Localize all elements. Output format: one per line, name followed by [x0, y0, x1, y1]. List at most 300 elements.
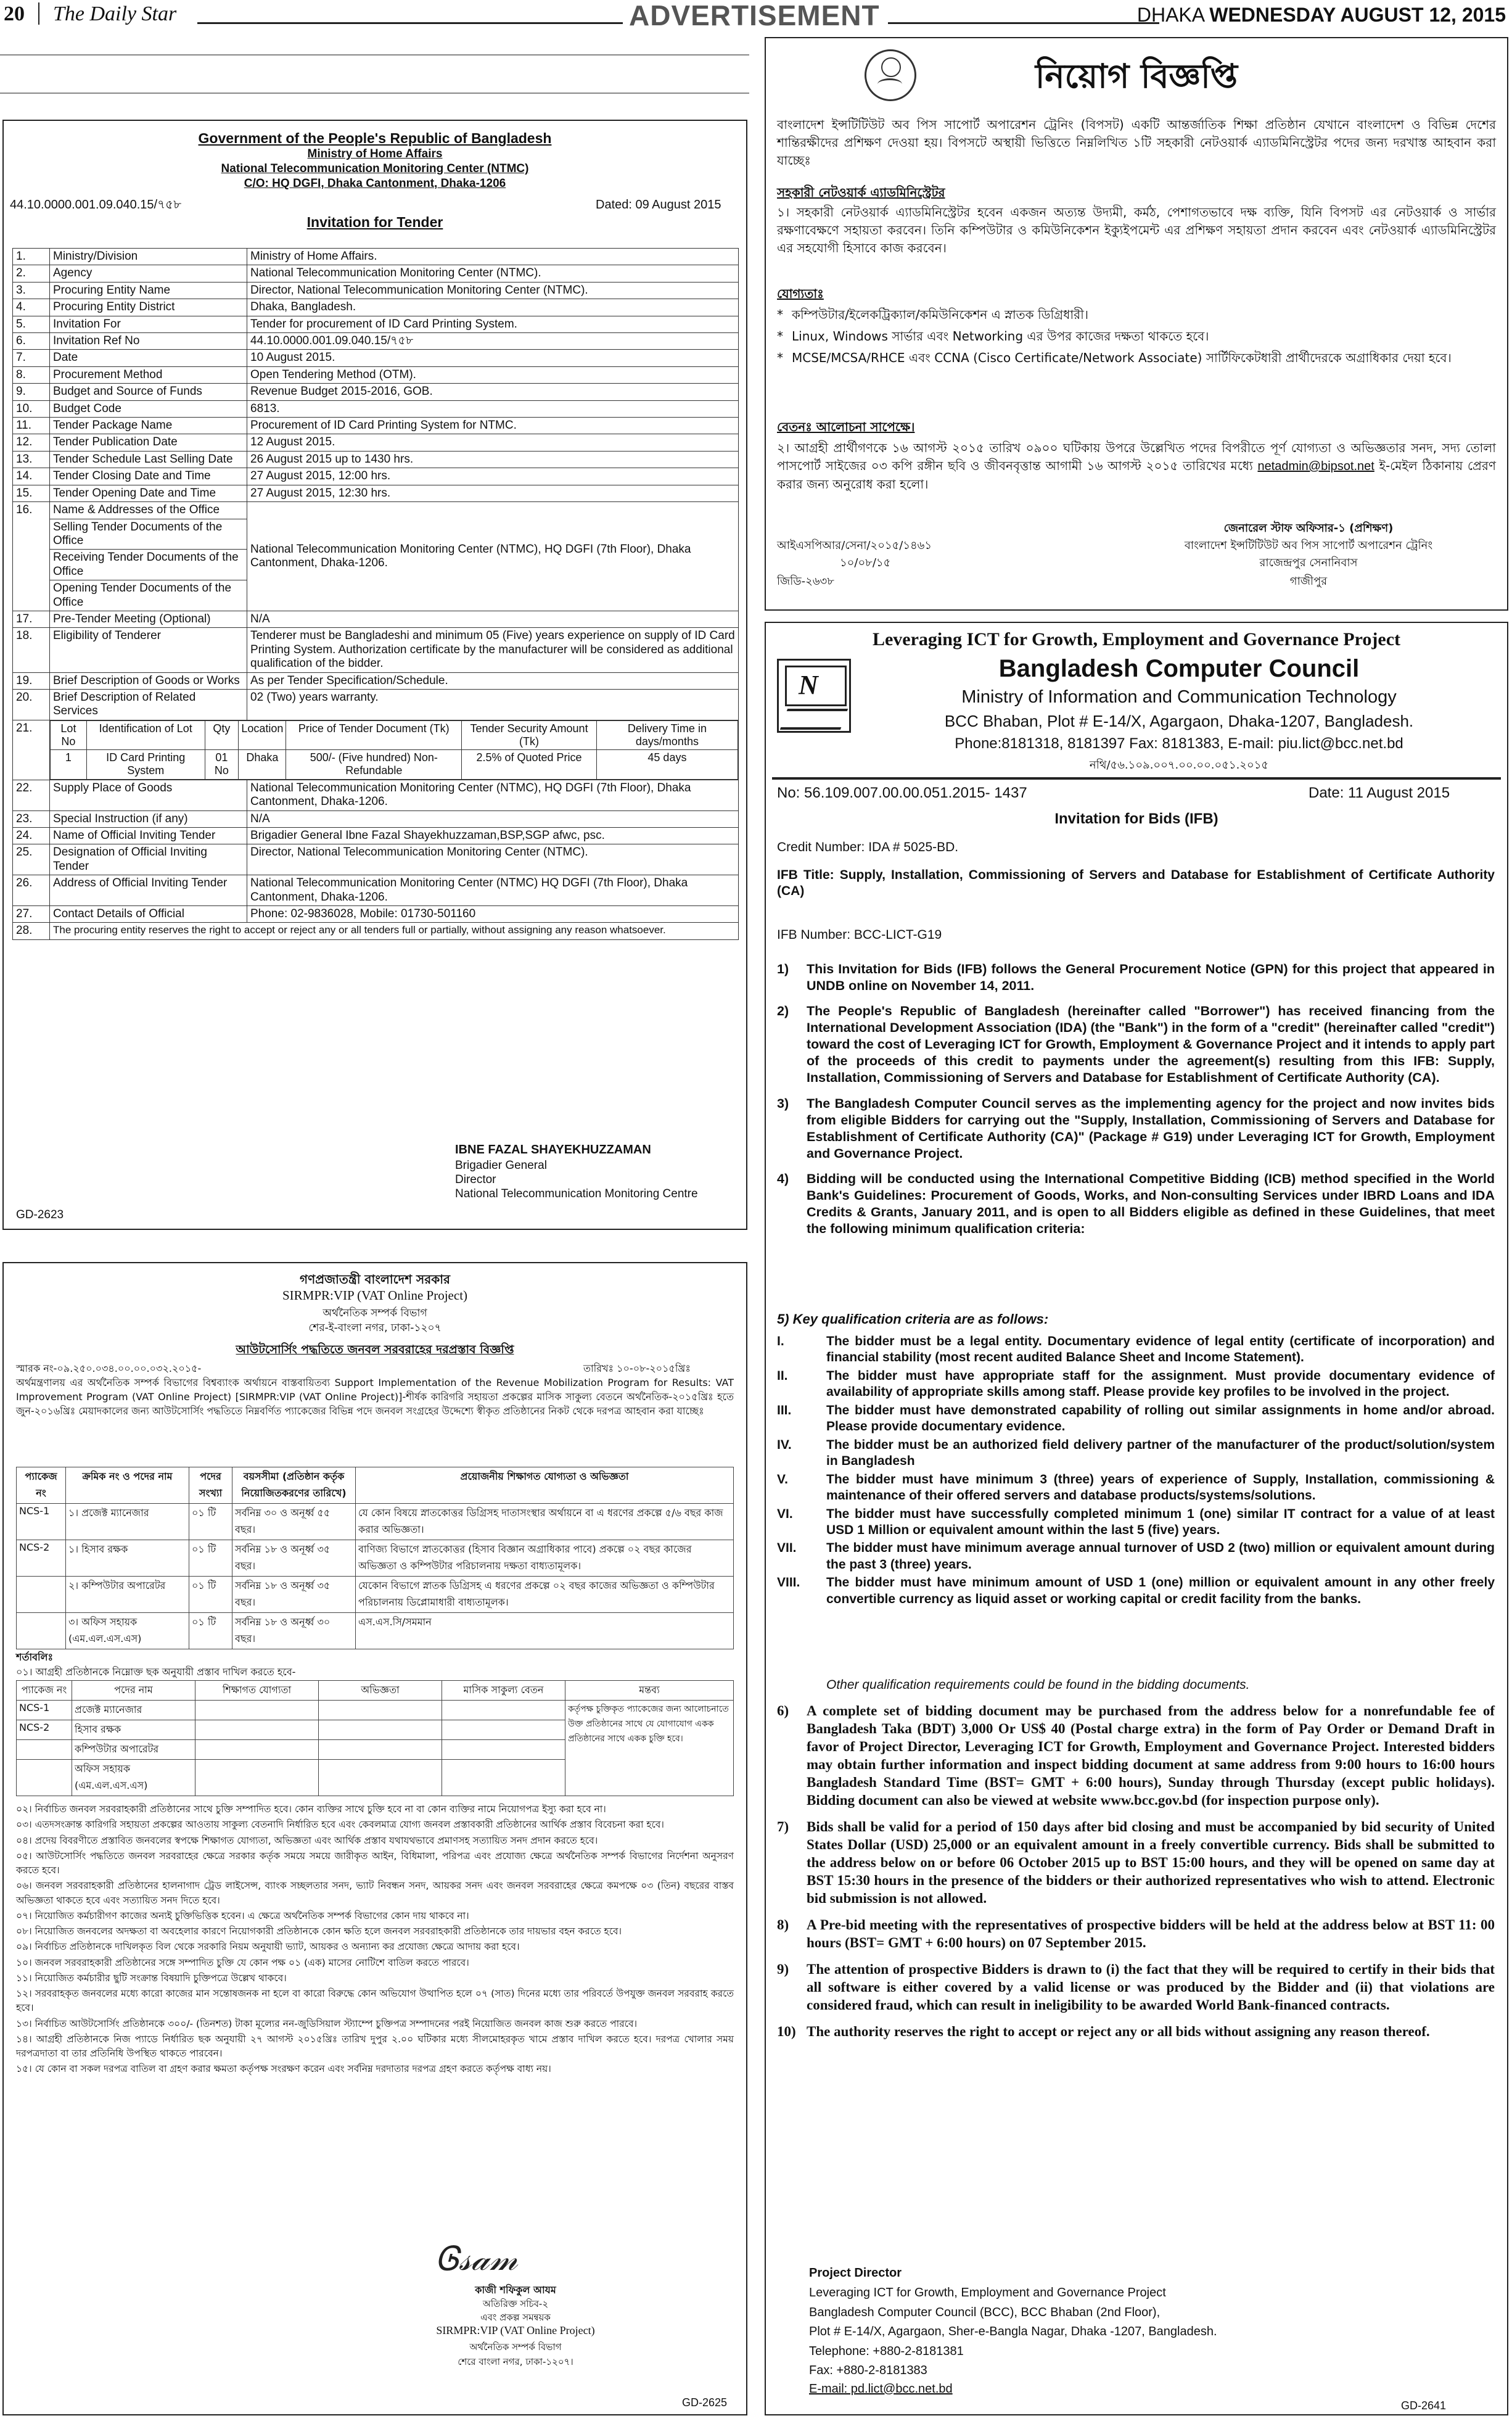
- ntmc-table-row: [13, 350, 739, 366]
- bcc-qual-number: V.: [777, 1472, 788, 1487]
- bipsot-ref-no: আইএসপিআর/সেনা/২০১৫/১৪৬১: [777, 539, 932, 552]
- row-number: 24.: [13, 827, 50, 844]
- proposal-header-cell: মন্তব্য: [565, 1681, 734, 1701]
- row-key: Name of Official Inviting Tender: [50, 827, 247, 844]
- lot-cell: [50, 720, 739, 780]
- row-number: 15.: [13, 485, 50, 501]
- sirmpr-cell-age: সর্বনিম্ন ১৮ ও অনূর্ধ্ব ৩৫ বছর।: [232, 1540, 356, 1577]
- sirmpr-cell-age: সর্বনিম্ন ১৮ ও অনূর্ধ্ব ৩৫ বছর।: [232, 1577, 356, 1613]
- proposal-cell-empty: [195, 1720, 319, 1740]
- proposal-header-cell: মাসিক সাকুল্য বেতন: [442, 1681, 565, 1701]
- bcc-pd-address: [809, 2283, 1217, 2381]
- bcc-logo-icon: N: [777, 659, 851, 733]
- row-value: 6813.: [247, 400, 739, 417]
- row-value: National Telecommunication Monitoring Center (NTMC), HQ DGFI (7th Floor), Dhaka Cantonment, Dhaka-1206.: [247, 780, 739, 810]
- ntmc-row-21: [13, 720, 739, 780]
- bcc-qual-number: II.: [777, 1368, 788, 1383]
- row-key: Address of Official Inviting Tender: [50, 875, 247, 906]
- bcc-qualification-item: [777, 1334, 1495, 1366]
- bcc-item-number: 7): [777, 1818, 789, 1834]
- ntmc-ministry: Ministry of Home Affairs: [307, 147, 443, 160]
- bcc-date: Date: 11 August 2015: [1309, 785, 1450, 801]
- ntmc-dated: Dated: 09 August 2015: [596, 198, 721, 212]
- bcc-org-name: Bangladesh Computer Council: [998, 655, 1360, 682]
- proposal-cell-empty: [195, 1760, 319, 1796]
- bcc-ifb-subject: IFB Title: Supply, Installation, Commissioning of Servers and Database for Establishment of Certificate Authority (CA): [777, 868, 1495, 899]
- bcc-ifb-item: [777, 961, 1495, 994]
- bcc-qual-text: The bidder must have demonstrated capability of rolling out similar assignments in home and/or abroad. Please provide documentary evidence.: [826, 1403, 1495, 1434]
- row-value: Phone: 02-9836028, Mobile: 01730-501160: [247, 905, 739, 922]
- bcc-other-qual: Other qualification requirements could be found in the bidding documents.: [826, 1678, 1250, 1692]
- sirmpr-cell-req: যে কোন বিষয়ে স্নাতকোত্তর ডিগ্রিসহ দাতাসংস্থার অর্থায়নে বা এ ধরণের প্রকল্পে ৫/৬ বছর কাজ করার অভিজ্ঞতা।: [356, 1504, 734, 1540]
- ntmc-org: National Telecommunication Monitoring Center (NTMC): [221, 162, 529, 175]
- sirmpr-cell-qty: ০১ টি: [189, 1540, 232, 1577]
- bcc-qual-text: The bidder must have successfully completed minimum 1 (one) similar IT contract for a value of at least USD 1 Million or equivalent amount within the last 5 (five) years.: [826, 1506, 1495, 1537]
- proposal-cell-empty: [442, 1720, 565, 1740]
- bipsot-gd-code: জিডি-২৬৩৮: [777, 575, 834, 588]
- issue-date: [1137, 4, 1506, 27]
- row-value: Director, National Telecommunication Monitoring Center (NTMC).: [247, 844, 739, 875]
- row-number: 19.: [13, 672, 50, 689]
- bipsot-para-1: ১। সহকারী নেটওয়ার্ক এ্যাডমিনিস্ট্রেটর হবেন একজন অত্যন্ত উদ্যমী, কর্মঠ, পেশাগতভাবে দক্ষ ব্যক্তি, যিনি বিপসট এর নেটওয়ার্ক ও সার্ভার রক্ষণাবেক্ষণে সহায়তা করবেন। তিনি কম্পিউটার ও কমিউনিকেশন ইক্যুইপমেন্ট এর প্রশিক্ষণ সহায়তা প্রদান করবেন এবং নেটওয়ার্ক এ্যাডমিনিস্ট্রেটর এর সহযোগী হিসাবে কাজ করবেন।: [777, 205, 1496, 255]
- proposal-table-header: [17, 1681, 734, 1701]
- bcc-item-text: The Bangladesh Computer Council serves as the implementing agency for the project and now invites bids from eligible Bidders for carrying out the "Supply, Installation, Commissioning of Servers and Database for Establishment of Certificate Authority (CA)" (Package # G19) under Leveraging ICT for Growth, Employment and Governance Project.: [807, 1095, 1495, 1161]
- row-number: 12.: [13, 434, 50, 451]
- row-key: Brief Description of Goods or Works: [50, 672, 247, 689]
- bcc-qual-text: The bidder must be an authorized field delivery partner of the manufacturer of the product/solution/system in Bangladesh: [826, 1437, 1495, 1469]
- bcc-ifb-item: [777, 1003, 1495, 1086]
- bipsot-post-name: সহকারী নেটওয়ার্ক এ্যাডমিনিস্ট্রেটর: [777, 185, 945, 200]
- bipsot-qual-item: * MCSE/MCSA/RHCE এবং CCNA (Cisco Certificate/Network Associate) সার্টিফিকেটধারী প্রার্থীদেরকে অগ্রাধিকার দেয়া হবে।: [777, 350, 1452, 365]
- ntmc-signatory-rank: Brigadier General: [455, 1159, 547, 1172]
- bipsot-sig-line1: জেনারেল স্টাফ অফিসার-১ (প্রশিক্ষণ): [1223, 522, 1394, 535]
- bcc-qualification-item: [777, 1403, 1495, 1435]
- row-key: Agency: [50, 265, 247, 282]
- row-key: Procuring Entity District: [50, 299, 247, 316]
- ntmc-table-row: [13, 366, 739, 383]
- sirmpr-cell-qty: ০১ টি: [189, 1577, 232, 1613]
- bcc-pd-line: Telephone: +880-2-8181381: [809, 2344, 964, 2358]
- sirmpr-title: আউটসোর্সিং পদ্ধতিতে জনবল সরবরাহের দরপ্রস্তাব বিজ্ঞপ্তি: [236, 1343, 514, 1356]
- proposal-cell-pkg: [17, 1740, 72, 1760]
- ntmc-table-row: [13, 875, 739, 906]
- sirmpr-condition-item: ০৯। নির্বাচিত প্রতিষ্ঠানকে দাখিলকৃত বিল থেকে সরকারি নিয়ম অনুযায়ী ভ্যাট, আয়কর ও অন্যান্য কর প্রযোজ্য ক্ষেত্রে আদায় করা হবে।: [16, 1941, 520, 1953]
- sirmpr-division: অর্থনৈতিক সম্পর্ক বিভাগ: [323, 1307, 427, 1319]
- row-number: 9.: [13, 384, 50, 400]
- row-value: N/A: [247, 611, 739, 627]
- bcc-qual-number: IV.: [777, 1437, 792, 1452]
- sirmpr-sig-line5: শেরে বাংলা নগর, ঢাকা-১২০৭।: [458, 2356, 573, 2367]
- sirmpr-sig-line4: অর্থনৈতিক সম্পর্ক বিভাগ: [469, 2341, 562, 2353]
- row-value: Brigadier General Ibne Fazal Shayekhuzzaman,BSP,SGP afwc, psc.: [247, 827, 739, 844]
- row-value: Director, National Telecommunication Monitoring Center (NTMC).: [247, 282, 739, 299]
- bcc-ifb-item: [777, 1095, 1495, 1162]
- ntmc-tender-ad: [2, 120, 747, 1230]
- bipsot-qual-item: * Linux, Windows সার্ভার এবং Networking এর উপর কাজের দক্ষতা থাকতে হবে।: [777, 329, 1209, 344]
- bcc-item-text: The attention of prospective Bidders is drawn to (i) the fact that they will be required to certify in their bids that all software is either covered by a valid license or was produced by the Bidder and (ii) that violations are considered fraud, which can result in ineligibility to be awarded World Bank-financed contracts.: [807, 1961, 1495, 2013]
- row-value: As per Tender Specification/Schedule.: [247, 672, 739, 689]
- row-number: 26.: [13, 875, 50, 906]
- bcc-memo-bn: নথি/৫৬.১০৯.০০৭.০০.০০.০৫১.২০১৫: [1089, 759, 1269, 772]
- ntmc-signatory-name: IBNE FAZAL SHAYEKHUZZAMAN: [455, 1143, 651, 1157]
- sirmpr-header-cell: ক্রমিক নং ও পদের নাম: [66, 1467, 189, 1504]
- ntmc-table-row: [13, 384, 739, 400]
- newspaper-name: The Daily Star: [53, 2, 177, 25]
- ntmc-table-row: [13, 485, 739, 501]
- blank-rule-1: [0, 54, 749, 56]
- proposal-cell-empty: [442, 1760, 565, 1796]
- lot-header-row: [51, 720, 738, 749]
- bcc-header-rule: [772, 777, 1501, 780]
- bcc-qualification-list: [777, 1334, 1495, 1609]
- lot-header-cell: Delivery Time in days/months: [596, 720, 738, 749]
- proposal-header-cell: প্যাকেজ নং: [17, 1681, 72, 1701]
- ntmc-table-row: [13, 810, 739, 827]
- row-number: 4.: [13, 299, 50, 316]
- sirmpr-sig-line3: SIRMPR:VIP (VAT Online Project): [436, 2324, 595, 2336]
- row-value: 12 August 2015.: [247, 434, 739, 451]
- bcc-address: BCC Bhaban, Plot # E-14/X, Agargaon, Dhaka-1207, Bangladesh.: [944, 712, 1414, 730]
- sirmpr-memo: স্মারক নং-০৯.২৫০.০৩৪.০০.০০.০৩২.২০১৫-: [16, 1363, 202, 1374]
- ntmc-table-row: [13, 844, 739, 875]
- sirmpr-cell-pkg: [17, 1577, 66, 1613]
- row-key: Date: [50, 350, 247, 366]
- ntmc-table-row: [13, 827, 739, 844]
- masthead-rule-left: [197, 22, 623, 24]
- bcc-item-text: A Pre-bid meeting with the representatives of prospective bidders will be held at the address below at BST 11: 00 hours (BST= GMT + 6:00 hours) on 07 September 2015.: [807, 1916, 1495, 1950]
- row-value: National Telecommunication Monitoring Center (NTMC) HQ DGFI (7th Floor), Dhaka Cantonment, Dhaka-1206.: [247, 875, 739, 906]
- bipsot-intro: বাংলাদেশ ইন্সটিটিউট অব পিস সাপোর্ট অপারেশন ট্রেনিং (বিপসট) একটি আন্তর্জাতিক শিক্ষা প্রতিষ্ঠান যেখানে বাংলাদেশ ও বিভিন্ন দেশের শান্তিরক্ষীদের প্রশিক্ষণ দেওয়া হয়। বিপসটে অস্থায়ী ভিত্তিতে নিম্নলিখিত ১টি সহকারী নেটওয়ার্ক এ্যাডমিনিস্ট্রেটর পদের জন্য দরখাস্ত আহবান করা যাচ্ছেঃ: [777, 117, 1496, 168]
- ntmc-address: C/O: HQ DGFI, Dhaka Cantonment, Dhaka-1206: [244, 177, 506, 190]
- sirmpr-condition-item: ১৫। যে কোন বা সকল দরপত্র বাতিল বা গ্রহণ করার ক্ষমতা কর্তৃপক্ষ সংরক্ষণ করেন এবং সর্বনিম্ন দরদাতার দরপত্র গ্রহণ করতে কর্তৃপক্ষ বাধ্য নয়।: [16, 2063, 551, 2075]
- row-value: Open Tendering Method (OTM).: [247, 366, 739, 383]
- bipsot-sig-line3: রাজেন্দ্রপুর সেনানিবাস: [1259, 556, 1358, 569]
- row-value: Tender for procurement of ID Card Printing System.: [247, 316, 739, 332]
- masthead-rule-right: [888, 22, 1159, 24]
- lot-header-cell: Qty: [205, 720, 239, 749]
- bcc-items-1-4: [777, 961, 1495, 1246]
- bcc-ifb-item: [777, 1818, 1495, 1908]
- row-key: Tender Opening Date and Time: [50, 485, 247, 501]
- ntmc-signatory-title: Director: [455, 1173, 496, 1186]
- ntmc-gd-code: GD-2623: [16, 1208, 64, 1221]
- sirmpr-header-cell: বয়সসীমা (প্রতিষ্ঠান কর্তৃক নিয়োজিতকরণের তারিখে): [232, 1467, 356, 1504]
- row-key: Designation of Official Inviting Tender: [50, 844, 247, 875]
- bcc-qualification-item: [777, 1472, 1495, 1504]
- ntmc-table-row: [13, 282, 739, 299]
- sirmpr-date: তারিখঃ ১০-০৮-২০১৫খ্রিঃ: [583, 1363, 691, 1374]
- ntmc-row-28: [13, 923, 739, 939]
- bcc-pd-line: Fax: +880-2-8181383: [809, 2364, 927, 2378]
- bipsot-sig-line4: গাজীপুর: [1289, 575, 1328, 588]
- sirmpr-condition-item: ০৭। নিয়োজিত কর্মচারীগণ কাজের অন্যই চুক্তিভিত্তিক হবেন। এ ক্ষেত্রে অর্থনৈতিক সম্পর্ক বিভাগের কোন দায় থাকবে না।: [16, 1910, 469, 1921]
- row-number: 16.: [13, 502, 50, 611]
- row-value: 27 August 2015, 12:30 hrs.: [247, 485, 739, 501]
- sirmpr-conditions-list: [16, 1802, 734, 2078]
- row16-sub-selling: Selling Tender Documents of the Office: [50, 519, 247, 550]
- bipsot-title: নিয়োগ বিজ্ঞপ্তি: [1035, 57, 1238, 96]
- bcc-pd-line: Plot # E-14/X, Agargaon, Sher-e-Bangla Nagar, Dhaka -1207, Bangladesh.: [809, 2325, 1217, 2339]
- sirmpr-cell-qty: ০১ টি: [189, 1613, 232, 1649]
- bcc-ifb-title: Invitation for Bids (IFB): [1054, 810, 1218, 827]
- lot-data-row: [51, 750, 738, 779]
- bcc-item-text: Bids shall be valid for a period of 150 days after bid closing and must be accompanied by bid security of United States Dollar (USD) 25,000 or an equivalent amount in a freely convertible currency. Bids shall be submitted to the address below on or before 06 October 2015 up to BST 15:00 hours, and they will be opened on same day at BST 15:30 hours in the presence of the bidders or their authorized representatives who wish to attend. Electronic bid submission is not allowed.: [807, 1818, 1495, 1906]
- ntmc-table-row: [13, 418, 739, 434]
- bcc-ifb-item: [777, 1702, 1495, 1810]
- sirmpr-condition-item: ০৪। প্রদেয় বিবরণীতে প্রস্তাবিত জনবলের স্বপক্ষে শিক্ষাগত যোগ্যতা, অভিজ্ঞতা এবং আর্থিক প্রস্তাব যথাযথভাবে প্রমাণসহ সত্যায়িত সনদ প্রদান করতে হবে।: [16, 1834, 598, 1846]
- row-number: 22.: [13, 780, 50, 810]
- proposal-cell-post: প্রজেক্ট ম্যানেজার: [72, 1701, 195, 1720]
- row-key: Special Instruction (if any): [50, 810, 247, 827]
- sirmpr-sig-name: কাজী শফিকুল আযম: [475, 2284, 556, 2296]
- proposal-cell-empty: [319, 1740, 442, 1760]
- row-key: Brief Description of Related Services: [50, 689, 247, 720]
- bipsot-ref-date: ১০/০৮/১৫: [840, 556, 891, 569]
- lot-header-cell: Lot No: [51, 720, 87, 749]
- bcc-qual-number: VII.: [777, 1541, 797, 1556]
- row-value: 44.10.0000.001.09.040.15/৭৫৮: [247, 333, 739, 350]
- sirmpr-sig-line2: এবং প্রকল্প সমন্বয়ক: [480, 2312, 551, 2323]
- sirmpr-condition-item: ১৩। নির্বাচিত আউটসোর্সিং প্রতিষ্ঠানকে ৩০০/- (তিনশত) টাকা মূল্যের নন-জুডিসিয়াল স্ট্যাম্পে চুক্তিপত্র সম্পাদনের পরই নিয়োজিত জনবল কাজ শুরু করতে পারবে।: [16, 2018, 638, 2029]
- bcc-pd-line: Bangladesh Computer Council (BCC), BCC Bhaban (2nd Floor),: [809, 2305, 1161, 2319]
- proposal-cell-post: কম্পিউটার অপারেটর: [72, 1740, 195, 1760]
- bipsot-para-2: ২। আগ্রহী প্রার্থীগণকে ১৬ আগস্ট ২০১৫ তারিখ ০৯০০ ঘটিকায় উপরে উল্লেখিত পদের বিপরীতে পূর্ণ যোগ্যতা ও অভিজ্ঞতার সনদ, সদ্য তোলা পাসপোর্ট সাইজের ০৩ কপি রঙ্গীন ছবি ও জীবনবৃত্তান্ত আগামী ১৬ আগস্ট ২০১৫ তারিখের মধ্যে netadmin@bipsot.net ই-মেইল ঠিকানায় প্রেরণ করার জন্য অনুরোধ করা হলো।: [777, 440, 1497, 492]
- sirmpr-condition-item: ১১। নিয়োজিত কর্মচারীর ছুটি সংক্রান্ত বিষয়াদি চুক্তিপত্রে উল্লেখ থাকবে।: [16, 1972, 287, 1984]
- bcc-item-text: The authority reserves the right to accept or reject any or all bids without assigning any reason thereof.: [807, 2023, 1430, 2039]
- bcc-ifb-item: [777, 1171, 1495, 1237]
- bcc-item-number: 3): [777, 1095, 789, 1111]
- ntmc-table-row: [13, 316, 739, 332]
- proposal-cell-pkg: NCS-1: [17, 1701, 72, 1720]
- ntmc-title: Invitation for Tender: [306, 214, 443, 230]
- ntmc-table-row: [13, 628, 739, 672]
- bcc-ministry: Ministry of Information and Communication Technology: [961, 687, 1397, 707]
- proposal-cell-post: হিসাব রক্ষক: [72, 1720, 195, 1740]
- bcc-qual-text: The bidder must be a legal entity. Documentary evidence of legal entity (certificate of incorporation) and financial stability (most recent audited Balance Sheet and Income Statement).: [826, 1334, 1495, 1365]
- lot-cell-value: 01 No: [205, 750, 239, 779]
- bcc-ifb-item: [777, 1961, 1495, 2015]
- sirmpr-condition-1: ০১। আগ্রহী প্রতিষ্ঠানকে নিম্নোক্ত ছক অনুযায়ী প্রস্তাব দাখিল করতে হবে-: [16, 1666, 296, 1678]
- proposal-table-row: [17, 1701, 734, 1720]
- lot-header-cell: Tender Security Amount (Tk): [462, 720, 597, 749]
- blank-rule-2: [0, 93, 749, 94]
- sirmpr-gd-code: GD-2625: [682, 2396, 728, 2409]
- sirmpr-cell-req: বাণিজ্য বিভাগে স্নাতকোত্তর (হিসাব বিজ্ঞান অগ্রাধিকার পাবে) প্রকল্পে ০২ বছর কাজের অভিজ্ঞতা ও কম্পিউটার পরিচালনায় দক্ষতা বাধ্যতামূলক।: [356, 1540, 734, 1577]
- bcc-item-text: This Invitation for Bids (IFB) follows the General Procurement Notice (GPN) for this project that appeared in UNDB online on November 14, 2011.: [807, 962, 1495, 994]
- sirmpr-condition-item: ১০। জনবল সরবরাহকারী প্রতিষ্ঠানের সঙ্গে সম্পাদিত চুক্তি যে কোন পক্ষ ০১ (এক) মাসের নোটিশে বাতিল করতে পারবে।: [16, 1957, 469, 1968]
- bcc-gd-code: GD-2641: [1401, 2399, 1447, 2412]
- lot-cell-value: 45 days: [596, 750, 738, 779]
- ntmc-table-row: [13, 905, 739, 922]
- row-number: 21.: [13, 720, 50, 780]
- proposal-cell-empty: [319, 1760, 442, 1796]
- row16-main-label: Name & Addresses of the Office: [50, 502, 247, 519]
- ntmc-table-row: [13, 299, 739, 316]
- row-key: Ministry/Division: [50, 249, 247, 265]
- bcc-item-number: 1): [777, 962, 789, 976]
- masthead-divider: [38, 2, 39, 25]
- ntmc-tender-table: [12, 248, 739, 940]
- bcc-qual-number: III.: [777, 1403, 792, 1417]
- sirmpr-intro: অর্থমন্ত্রণালয় এর অর্থনৈতিক সম্পর্ক বিভাগের বিশ্বব্যাংক অর্থায়নে বাস্তবায়িতব্য Support Implementation of the Revenue Mobilization Program for Results: VAT Improvement Program (VAT Online Project) [SIRMPR:VIP (VAT Online Project)]-শীর্ষক কারিগরি সহায়তা প্রকল্পের মাসিক সাকুল্য বেতনে অর্থনৈতিক-২০১৫খ্রিঃ হতে জুন-২০১৬খ্রিঃ মেয়াদকালের জন্য আউটসোর্সিং পদ্ধতিতে নিম্নবর্ণিত প্যাকেজের বিভিন্ন পদে জনবল সংগ্রহের উদ্দেশ্যে স্বীকৃত প্রতিষ্ঠানের নিকট থেকে দরপত্র আহবান করা যাচ্ছেঃ: [16, 1377, 734, 1417]
- sirmpr-cell-pkg: [17, 1613, 66, 1649]
- proposal-cell-empty: [319, 1701, 442, 1720]
- ntmc-memo-no: 44.10.0000.001.09.040.15/৭৫৮: [10, 198, 182, 212]
- proposal-cell-pkg: [17, 1760, 72, 1796]
- lot-cell-value: ID Card Printing System: [86, 750, 205, 779]
- bcc-ifb-item: [777, 1916, 1495, 1952]
- row-key: Tender Closing Date and Time: [50, 468, 247, 485]
- bcc-qual-number: VI.: [777, 1506, 793, 1521]
- sirmpr-cell-post: ২। কম্পিউটার অপারেটর: [66, 1577, 189, 1613]
- row28-text: The procuring entity reserves the right to accept or reject any or all tenders full or partially, without assigning any reason whatsoever.: [50, 923, 739, 939]
- bcc-ifb-number: IFB Number: BCC-LICT-G19: [777, 928, 942, 942]
- bipsot-email-link[interactable]: netadmin@bipsot.net: [1257, 460, 1374, 473]
- row-key: Tender Schedule Last Selling Date: [50, 451, 247, 468]
- proposal-cell-pkg: NCS-2: [17, 1720, 72, 1740]
- sirmpr-condition-item: ০৫। আউটসোর্সিং পদ্ধতিতে জনবল সরবরাহের ক্ষেত্রে সরকার কর্তৃক সময়ে সময়ে জারীকৃত আইন, বিধিমালা, পরিপত্র এবং প্রযোজ্য ক্ষেত্রে অর্থনৈতিক সম্পর্ক বিভাগের নির্দেশনা অনুসরণ করতে হবে।: [16, 1850, 734, 1876]
- sirmpr-cell-post: ৩। অফিস সহায়ক (এম.এল.এস.এস): [66, 1613, 189, 1649]
- proposal-cell-empty: [195, 1701, 319, 1720]
- bcc-project-name: Leveraging ICT for Growth, Employment and Governance Project: [872, 629, 1401, 650]
- row-number: 13.: [13, 451, 50, 468]
- bipsot-sig-line2: বাংলাদেশ ইন্সটিটিউট অব পিস সাপোর্ট অপারেশন ট্রেনিং: [1184, 539, 1433, 552]
- sirmpr-cell-age: সর্বনিম্ন ১৮ ও অনূর্ধ্ব ৩০ বছর।: [232, 1613, 356, 1649]
- bcc-qualification-item: [777, 1540, 1495, 1573]
- sirmpr-condition-item: ১২। সরবরাহকৃত জনবলের মধ্যে কারো কাজের মান সন্তোষজনক না হলে বা কারো বিরুদ্ধে কোন অভিযোগ উত্থাপিত হলে ০৭ (সাত) দিনের মধ্যে তার পরিবর্তে উপযুক্ত জনবল সরবরাহ করতে হবে।: [16, 1988, 734, 2014]
- sirmpr-govt: গণপ্রজাতন্ত্রী বাংলাদেশ সরকার: [300, 1272, 450, 1287]
- row-key: Invitation For: [50, 316, 247, 332]
- sirmpr-cell-post: ১। প্রজেক্ট ম্যানেজার: [66, 1504, 189, 1540]
- lot-cell-value: 1: [51, 750, 87, 779]
- ntmc-table-row: [13, 451, 739, 468]
- row-key: Eligibility of Tenderer: [50, 628, 247, 672]
- sirmpr-ad: [2, 1262, 747, 2415]
- sirmpr-table-row: [17, 1540, 734, 1577]
- sirmpr-condition-item: ০৩। এতদসংক্রান্ত কারিগরি সহায়তা প্রকল্পের আওতায় সাকুল্য বেতনাদি নির্ধারিত হবে এবং কেবলমাত্র যোগ্য জনবল প্রস্তাবকারী প্রতিষ্ঠানের আর্থিক প্রস্তাব বিবেচনা করা হবে।: [16, 1819, 664, 1831]
- bcc-qual-text: The bidder must have minimum 3 (three) years of experience of Supply, Installation, commissioning & maintenance of their offered servers and database products/systems/solutions.: [826, 1472, 1495, 1503]
- bipsot-salary: বেতনঃ আলোচনা সাপেক্ষে।: [777, 419, 915, 434]
- ntmc-signatory-org: National Telecommunication Monitoring Centre: [455, 1187, 698, 1200]
- bcc-item-number: 9): [777, 1961, 789, 1977]
- sirmpr-cell-req: এস.এস.সি/সমমান: [356, 1613, 734, 1649]
- bcc-qualification-item: [777, 1506, 1495, 1539]
- bcc-qualification-item: [777, 1437, 1495, 1470]
- bcc-item-text: A complete set of bidding document may be purchased from the address below for a nonrefundable fee of Bangladesh Taka (BDT) 3,000 Or US$ 40 (Postal charge extra) in the form of Pay Order or Demand Draft in favor of Project Director, Leveraging ICT for Growth, Employment and Governance Project. Interested bidders may obtain further information and inspect bidding document at same address from 9:00 hours to 16:00 hours Bangladesh Standard Time (BST= GMT + 6:00 hours), Sunday through Thursday (except public holidays). Bidding document can also be viewed at website www.bcc.gov.bd (for inspection purpose only).: [807, 1703, 1495, 1808]
- sirmpr-cell-pkg: NCS-1: [17, 1504, 66, 1540]
- bcc-credit-number: Credit Number: IDA # 5025-BD.: [777, 840, 959, 854]
- ntmc-row-16: [13, 502, 739, 611]
- bcc-no: No: 56.109.007.00.00.051.2015- 1437: [777, 785, 1027, 801]
- row-number: 11.: [13, 418, 50, 434]
- bcc-item-number: 4): [777, 1171, 789, 1186]
- proposal-header-cell: পদের নাম: [72, 1681, 195, 1701]
- bcc-item-text: Bidding will be conducted using the International Competitive Bidding (ICB) method specified in the World Bank's Guidelines: Procurement of Goods, Works, and Non-consulting Services under IBRD Loans and IDA Credits & Grants, January 2011, and is open to all Bidders eligible as defined in these Guidelines, that meet the following minimum qualification criteria:: [807, 1171, 1495, 1237]
- row-number: 23.: [13, 810, 50, 827]
- sirmpr-cell-req: যেকোন বিভাগে স্নাতক ডিগ্রিসহ এ ধরণের প্রকল্পে ০২ বছর কাজের অভিজ্ঞতা ও কম্পিউটার পরিচালনায় ডিপ্লোমাধারী বাধ্যতামূলক।: [356, 1577, 734, 1613]
- proposal-header-cell: শিক্ষাগত যোগ্যতা: [195, 1681, 319, 1701]
- row-value: National Telecommunication Monitoring Center (NTMC), HQ DGFI (7th Floor), Dhaka Cantonment, Dhaka-1206.: [247, 502, 739, 611]
- sirmpr-sig-line1: অতিরিক্ত সচিব-২: [482, 2298, 549, 2309]
- sirmpr-address: শের-ই-বাংলা নগর, ঢাকা-১২০৭: [308, 1322, 442, 1334]
- sirmpr-condition-item: ০২। নির্বাচিত জনবল সরবরাহকারী প্রতিষ্ঠানের সাথে চুক্তি সম্পাদিত হবে। কোন ব্যক্তির সাথে চুক্তি হবে না বা কোন ব্যক্তির নামে নিয়োগপত্র ইস্যু করা হবে না।: [16, 1804, 606, 1815]
- sirmpr-table-row: [17, 1577, 734, 1613]
- sirmpr-post-table: [16, 1467, 734, 1649]
- bipsot-qual-item: * কম্পিউটার/ইলেকট্রিক্যাল/কমিউনিকেশন এ স্নাতক ডিগ্রিধারী।: [777, 307, 1089, 322]
- row-number: 2.: [13, 265, 50, 282]
- proposal-header-cell: অভিজ্ঞতা: [319, 1681, 442, 1701]
- row-number: 3.: [13, 282, 50, 299]
- row-key: Invitation Ref No: [50, 333, 247, 350]
- row-key: Pre-Tender Meeting (Optional): [50, 611, 247, 627]
- sirmpr-condition-item: ০৮। নিয়োজিত জনবলের অদক্ষতা বা অবহেলার কারণে নিয়োগকারী প্রতিষ্ঠানকে কোন ক্ষতি হলে জনবল সরবরাহকারী প্রতিষ্ঠানকে তার দায়ভার বহন করতে হবে।: [16, 1926, 622, 1937]
- row-value: 10 August 2015.: [247, 350, 739, 366]
- bipsot-recruitment-ad: [765, 37, 1508, 611]
- row-value: Procurement of ID Card Printing System for NTMC.: [247, 418, 739, 434]
- bcc-items-6-10: [777, 1702, 1495, 2049]
- lot-header-cell: Location: [239, 720, 286, 749]
- row-value: Revenue Budget 2015-2016, GOB.: [247, 384, 739, 400]
- sirmpr-signature: Ꮆ𝓈𝒶𝓂: [435, 2239, 518, 2278]
- row-key: Budget and Source of Funds: [50, 384, 247, 400]
- sirmpr-condition-item: ১৪। আগ্রহী প্রতিষ্ঠানকে নিজ প্যাডে নির্ধারিত ছক অনুযায়ী ২৭ আগস্ট ২০১৫খ্রিঃ তারিখ দুপুর ২.০০ ঘটিকার মধ্যে সীলমোহরকৃত খামে প্রস্তাব দাখিল করতে হবে। দরপত্র খোলার সময় দরপত্রদাতা বা তার প্রতিনিধি উপস্থিত থাকতে পারবেন।: [16, 2033, 734, 2059]
- ntmc-table-row: [13, 468, 739, 485]
- lot-cell-value: Dhaka: [239, 750, 286, 779]
- bcc-pd-email-link[interactable]: E-mail: pd.lict@bcc.net.bd: [809, 2382, 953, 2396]
- sirmpr-table-header: [17, 1467, 734, 1504]
- row-key: Supply Place of Goods: [50, 780, 247, 810]
- lot-table: [50, 720, 738, 780]
- bcc-qual-text: The bidder must have appropriate staff for the assignment. Must provide documentary evidence of availability of appropriate skills among staff. Please provide key profiles to be involved in the project.: [826, 1368, 1495, 1400]
- ntmc-govt-heading: Government of the People's Republic of Bangladesh: [198, 130, 552, 146]
- ntmc-table-row: [13, 333, 739, 350]
- ntmc-table-row: [13, 434, 739, 451]
- sirmpr-proposal-table: [16, 1680, 734, 1796]
- bcc-item-text: The People's Republic of Bangladesh (hereinafter called "Borrower") has received financing from the International Development Association (IDA) (the "Bank") in the form of a "credit" (hereinafter called "credit") toward the cost of Leveraging ICT for Growth, Employment & Governance Project and it intends to apply part of the proceeds of this credit to payments under the agreement(s) resulting from this IFB: Supply, Installation, Commissioning of Servers and Database for Establishment of Certificate Authority (CA).: [807, 1004, 1495, 1086]
- row-key: Budget Code: [50, 400, 247, 417]
- ntmc-table-row: [13, 689, 739, 720]
- row-key: Procurement Method: [50, 366, 247, 383]
- bcc-item-number: 10): [777, 2023, 796, 2039]
- ntmc-table-row: [13, 265, 739, 282]
- row-number: 20.: [13, 689, 50, 720]
- proposal-cell-empty: [319, 1720, 442, 1740]
- sirmpr-header-cell: প্রয়োজনীয় শিক্ষাগত যোগ্যতা ও অভিজ্ঞতা: [356, 1467, 734, 1504]
- row-value: 02 (Two) years warranty.: [247, 689, 739, 720]
- row-number: 18.: [13, 628, 50, 672]
- page-number: 20: [4, 2, 25, 25]
- sirmpr-cell-post: ১। হিসাব রক্ষক: [66, 1540, 189, 1577]
- row-number: 10.: [13, 400, 50, 417]
- bcc-ifb-item: [777, 2023, 1495, 2041]
- row-key: Contact Details of Official: [50, 905, 247, 922]
- issue-day-date: WEDNESDAY AUGUST 12, 2015: [1209, 4, 1506, 26]
- row-number: 27.: [13, 905, 50, 922]
- bcc-contact: Phone:8181318, 8181397 Fax: 8181383, E-mail: piu.lict@bcc.net.bd: [955, 735, 1403, 752]
- bipsot-qualification-label: যোগ্যতাঃ: [777, 286, 824, 301]
- sirmpr-condition-item: ০৬। জনবল সরবরাহকারী প্রতিষ্ঠানের হালনাগাদ ট্রেড লাইসেন্স, ব্যাংক সচ্ছলতার সনদ, ভ্যাট নিবন্ধন সনদ, আয়কর সনদ এবং জনবল সরবরাহের ক্ষেত্রে কমপক্ষে ০৩ (তিন) বছরের বাস্তব অভিজ্ঞতা থাকতে হবে এবং সত্যায়িত সনদ দিতে হবে।: [16, 1880, 734, 1906]
- proposal-cell-empty: [195, 1740, 319, 1760]
- row-number: 25.: [13, 844, 50, 875]
- row-value: National Telecommunication Monitoring Center (NTMC).: [247, 265, 739, 282]
- proposal-note: কর্তৃপক্ষ চুক্তিকৃত প্যাকেজের জন্য আলোচনাতে উক্ত প্রতিষ্ঠানের সাথে যে যোগাযোগ একক প্রতিষ্ঠানের সাথে একক চুক্তি হবে।: [565, 1701, 734, 1796]
- proposal-cell-empty: [442, 1740, 565, 1760]
- bcc-qual-text: The bidder must have minimum amount of USD 1 (one) million or equivalent amount in any other freely convertible currency as liquid asset or working capital or credit facility from the banks.: [826, 1575, 1495, 1606]
- ntmc-table-row: [13, 400, 739, 417]
- sirmpr-table-row: [17, 1504, 734, 1540]
- row-number: 7.: [13, 350, 50, 366]
- sirmpr-cell-pkg: NCS-2: [17, 1540, 66, 1577]
